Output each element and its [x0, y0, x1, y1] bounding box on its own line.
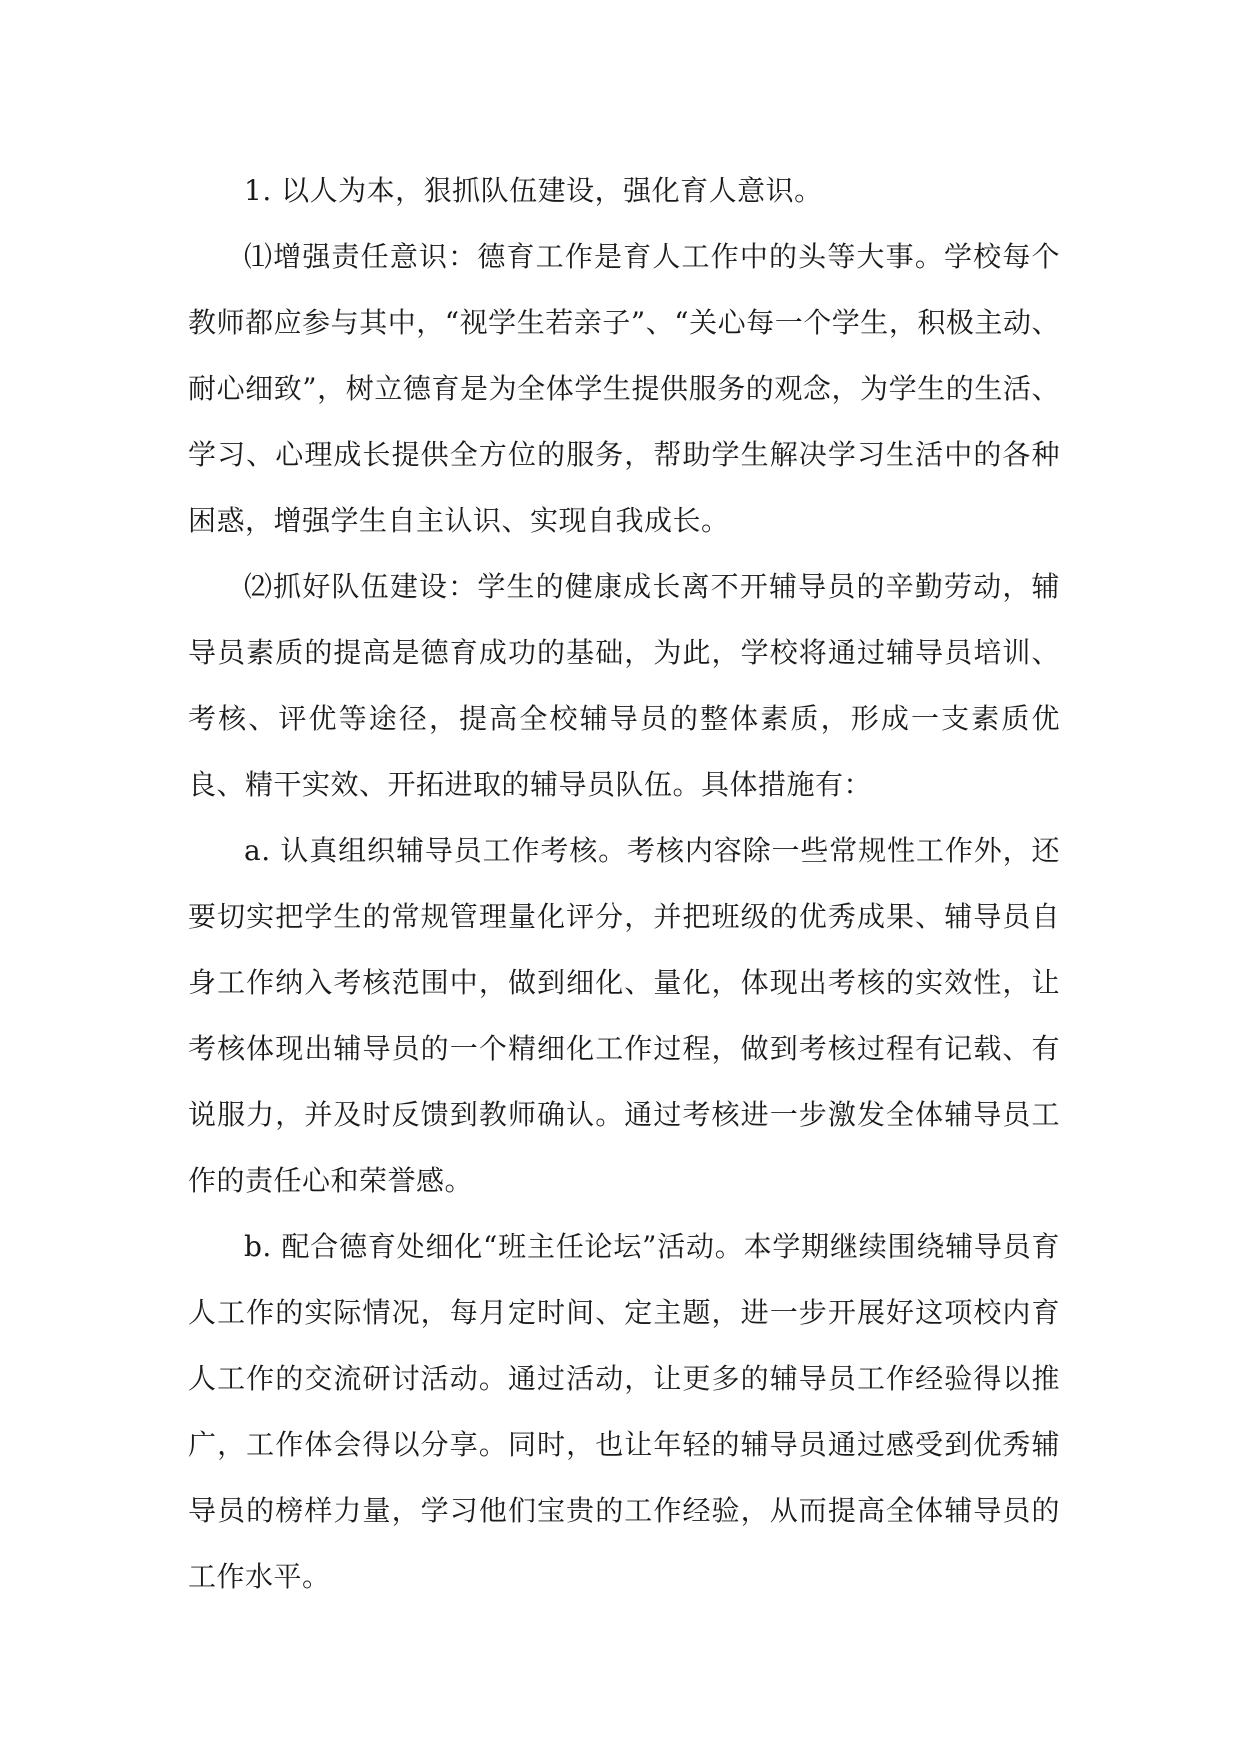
document-body — [188, 158, 1060, 1610]
paragraph-measure-b: b. 配合德育处细化“班主任论坛”活动。本学期继续围绕辅导员育人工作的实际情况，每月定时间、定主题，进一步开展好这项校内育人工作的交流研讨活动。通过活动，让更多的辅导员工作经验得以推广，工作体会得以分享。同时，也让年轻的辅导员通过感受到优秀辅导员的榜样力量，学习他们宝贵的工作经验，从而提高全体辅导员的工作水平。 — [188, 1230, 1060, 1593]
paragraph-measure-a: a. 认真组织辅导员工作考核。考核内容除一些常规性工作外，还要切实把学生的常规管理量化评分，并把班级的优秀成果、辅导员自身工作纳入考核范围中，做到细化、量化，体现出考核的实效性，让考核体现出辅导员的一个精细化工作过程，做到考核过程有记载、有说服力，并及时反馈到教师确认。通过考核进一步激发全体辅导员工作的责任心和荣誉感。 — [188, 834, 1060, 1197]
paragraph-heading: 1. 以人为本，狠抓队伍建设，强化育人意识。 — [244, 174, 823, 207]
paragraph-team-building: ⑵抓好队伍建设：学生的健康成长离不开辅导员的辛勤劳动，辅导员素质的提高是德育成功的基础，为此，学校将通过辅导员培训、考核、评优等途径，提高全校辅导员的整体素质，形成一支素质优良、精干实效、开拓进取的辅导员队伍。具体措施有： — [188, 570, 1060, 801]
paragraph-responsibility: ⑴增强责任意识：德育工作是育人工作中的头等大事。学校每个教师都应参与其中，“视学生若亲子”、“关心每一个学生，积极主动、耐心细致”，树立德育是为全体学生提供服务的观念，为学生的生活、学习、心理成长提供全方位的服务，帮助学生解决学习生活中的各种困惑，增强学生自主认识、实现自我成长。 — [188, 240, 1060, 537]
